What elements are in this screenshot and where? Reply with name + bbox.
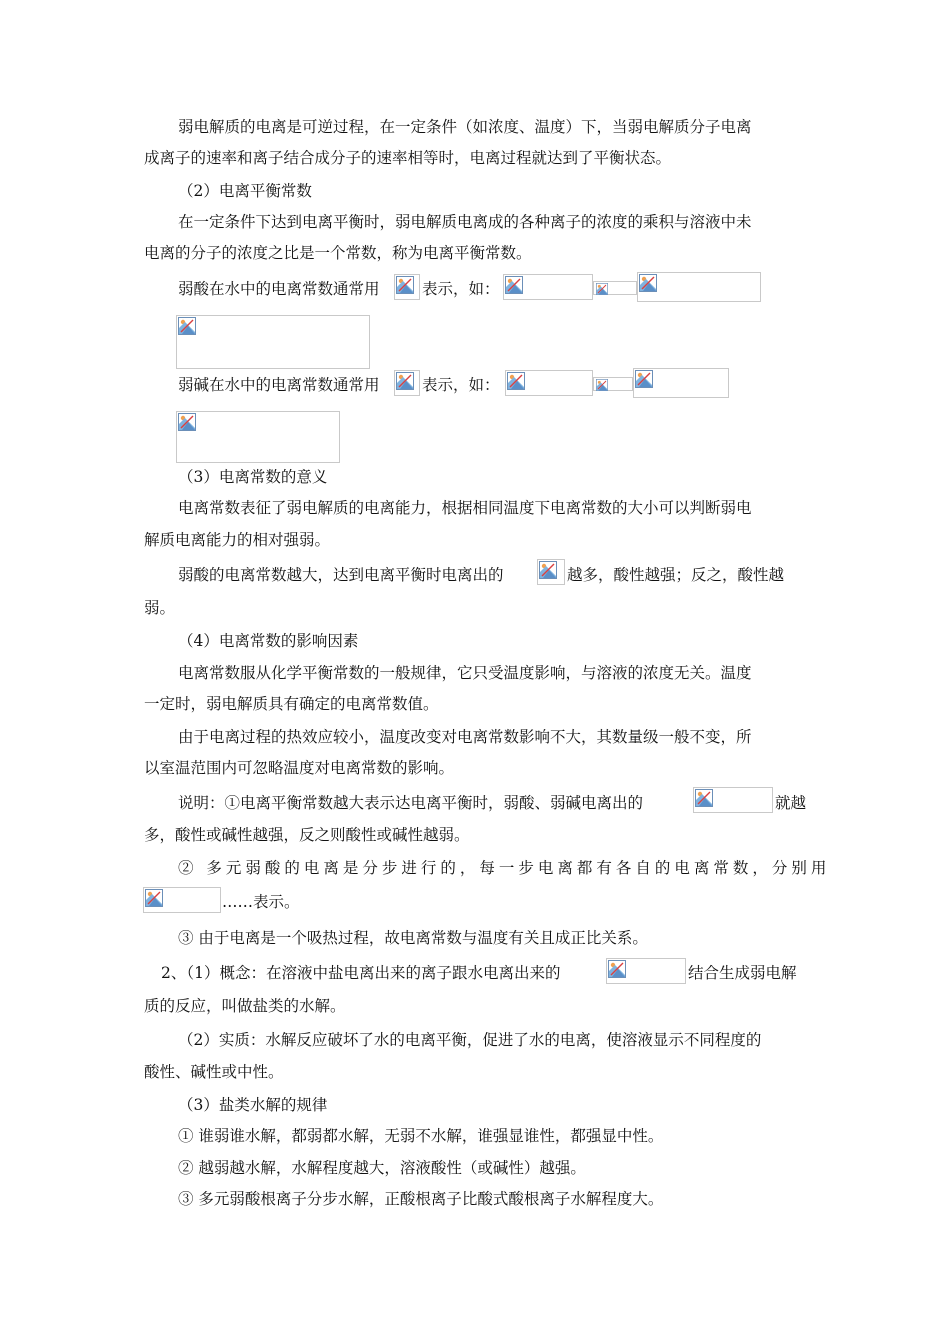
list-item: ③ 多元弱酸根离子分步水解，正酸根离子比酸式酸根离子水解程度大。 [178,1190,664,1208]
paragraph-line: 表示，如： [422,376,500,394]
image-placeholder-icon [396,372,414,390]
paragraph-line: 弱碱在水中的电离常数通常用 [178,376,380,394]
formula-image [176,315,370,369]
image-placeholder-icon [396,276,414,294]
formula-image [394,370,420,396]
paragraph-line: 一定时，弱电解质具有确定的电离常数值。 [144,695,439,713]
subheading: （4）电离常数的影响因素 [178,632,359,650]
paragraph-line: 在一定条件下达到电离平衡时，弱电解质电离成的各种离子的浓度的乘积与溶液中未 [178,213,752,231]
image-placeholder-icon [695,789,713,807]
paragraph-line: 弱酸在水中的电离常数通常用 [178,280,380,298]
subheading: （3）电离常数的意义 [178,468,328,486]
paragraph-line: 弱电解质的电离是可逆过程，在一定条件（如浓度、温度）下，当弱电解质分子电离 [178,118,752,136]
subheading: （2）电离平衡常数 [178,182,312,200]
paragraph-line: 越多，酸性越强；反之，酸性越 [567,566,785,584]
paragraph-line: ……表示。 [222,893,300,911]
image-placeholder-icon [608,960,626,978]
paragraph-line: 以室温范围内可忽略温度对电离常数的影响。 [144,759,455,777]
paragraph-line: 弱酸的电离常数越大，达到电离平衡时电离出的 [178,566,504,584]
paragraph-line: 弱。 [144,599,176,617]
image-placeholder-icon [178,317,196,335]
list-item: ① 谁弱谁水解，都弱都水解，无弱不水解，谁强显谁性，都强显中性。 [178,1127,664,1145]
formula-image [606,958,686,984]
paragraph-line: 表示，如： [422,280,500,298]
formula-image [537,559,565,585]
paragraph-line: 电离的分子的浓度之比是一个常数，称为电离平衡常数。 [144,244,532,262]
paragraph-line: （2）实质：水解反应破坏了水的电离平衡，促进了水的电离，使溶液显示不同程度的 [178,1031,762,1049]
image-placeholder-icon [145,889,163,907]
paragraph-line: 结合生成弱电解 [688,964,797,982]
formula-image [394,274,420,300]
paragraph-line: 就越 [775,794,807,812]
paragraph-line: 成离子的速率和离子结合成分子的速率相等时，电离过程就达到了平衡状态。 [144,149,672,167]
formula-image [593,377,633,391]
image-placeholder-icon [539,561,557,579]
image-placeholder-icon [595,283,609,295]
formula-image [503,274,593,300]
paragraph-line: 酸性、碱性或中性。 [144,1063,284,1081]
subheading: （3）盐类水解的规律 [178,1096,328,1114]
paragraph-line: 多，酸性或碱性越强，反之则酸性或碱性越弱。 [144,826,470,844]
paragraph-line: 电离常数服从化学平衡常数的一般规律，它只受温度影响，与溶液的浓度无关。温度 [178,664,752,682]
image-placeholder-icon [639,274,657,292]
image-placeholder-icon [178,413,196,431]
image-placeholder-icon [505,276,523,294]
formula-image [176,411,340,463]
formula-image [593,281,637,295]
image-placeholder-icon [507,372,525,390]
paragraph-line: 2、（1）概念：在溶液中盐电离出来的离子跟水电离出来的 [161,964,561,982]
image-placeholder-icon [595,379,609,391]
formula-image [693,787,773,813]
paragraph-line: ② 多元弱酸的电离是分步进行的，每一步电离都有各自的电离常数，分别用 [178,859,831,877]
paragraph-line: 电离常数表征了弱电解质的电离能力，根据相同温度下电离常数的大小可以判断弱电 [178,499,752,517]
paragraph-line: 质的反应，叫做盐类的水解。 [144,997,346,1015]
formula-image [505,370,593,396]
formula-image [143,887,221,913]
paragraph-line: 由于电离过程的热效应较小，温度改变对电离常数影响不大，其数量级一般不变，所 [178,728,752,746]
paragraph-line: 说明：①电离平衡常数越大表示达电离平衡时，弱酸、弱碱电离出的 [178,794,644,812]
formula-image [633,368,729,398]
formula-image [637,272,761,302]
image-placeholder-icon [635,370,653,388]
paragraph-line: 解质电离能力的相对强弱。 [144,531,331,549]
paragraph-line: ③ 由于电离是一个吸热过程，故电离常数与温度有关且成正比关系。 [178,929,648,947]
list-item: ② 越弱越水解，水解程度越大，溶液酸性（或碱性）越强。 [178,1159,586,1177]
